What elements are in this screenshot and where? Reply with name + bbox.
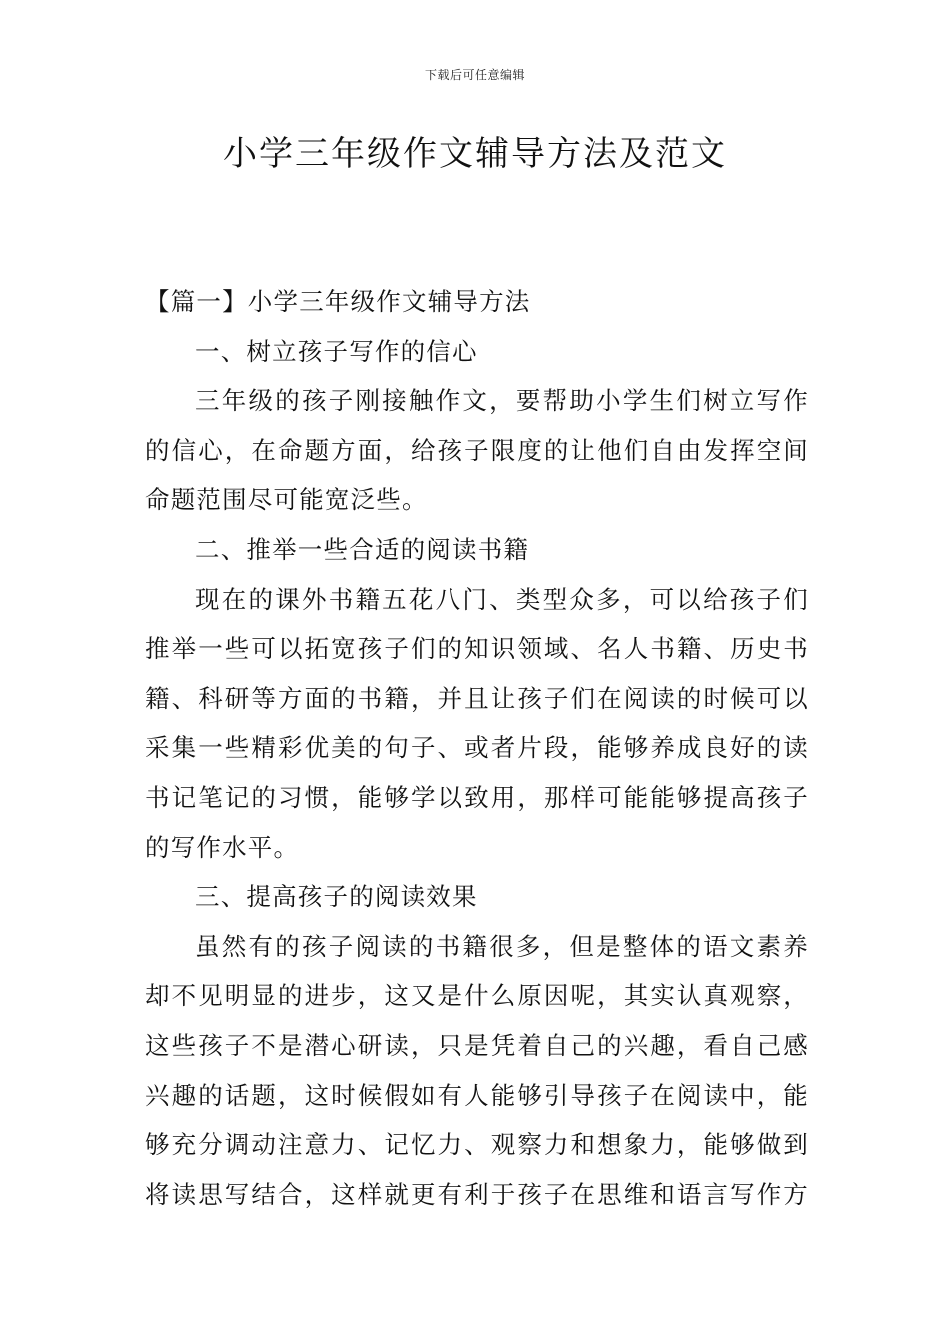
text-line: 籍、科研等方面的书籍，并且让孩子们在阅读的时候可以: [145, 683, 809, 713]
text-line: 三年级的孩子刚接触作文，要帮助小学生们树立写作: [195, 386, 809, 416]
text-line: 却不见明显的进步，这又是什么原因呢，其实认真观察，: [145, 981, 809, 1011]
header-note: 下载后可任意编辑: [424, 68, 525, 82]
text-line: 命题范围尽可能宽泛些。: [145, 485, 428, 515]
text-line: 兴趣的话题，这时候假如有人能够引导孩子在阅读中，能: [145, 1080, 809, 1110]
document-body: [145, 277, 809, 1219]
text-line: 将读思写结合，这样就更有利于孩子在思维和语言写作方: [145, 1179, 809, 1209]
page-title: 小学三年级作文辅导方法及范文: [223, 134, 727, 174]
text-line: 够充分调动注意力、记忆力、观察力和想象力，能够做到: [145, 1130, 809, 1160]
text-line: 书记笔记的习惯，能够学以致用，那样可能能够提高孩子: [145, 782, 809, 812]
text-line: 这些孩子不是潜心研读，只是凭着自己的兴趣，看自己感: [145, 1030, 809, 1060]
text-line: 【篇一】小学三年级作文辅导方法: [145, 287, 531, 316]
text-line: 采集一些精彩优美的句子、或者片段，能够养成良好的读: [145, 733, 809, 763]
text-line: 的写作水平。: [145, 832, 300, 862]
text-line: 三、提高孩子的阅读效果: [195, 882, 478, 912]
text-line: 的信心，在命题方面，给孩子限度的让他们自由发挥空间: [145, 435, 809, 465]
text-line: 推举一些可以拓宽孩子们的知识领域、名人书籍、历史书: [145, 634, 809, 664]
text-line: 现在的课外书籍五花八门、类型众多，可以给孩子们: [195, 584, 809, 614]
text-line: 一、树立孩子写作的信心: [195, 336, 478, 366]
text-line: 虽然有的孩子阅读的书籍很多，但是整体的语文素养: [195, 931, 809, 961]
text-line: 二、推举一些合适的阅读书籍: [195, 534, 530, 564]
